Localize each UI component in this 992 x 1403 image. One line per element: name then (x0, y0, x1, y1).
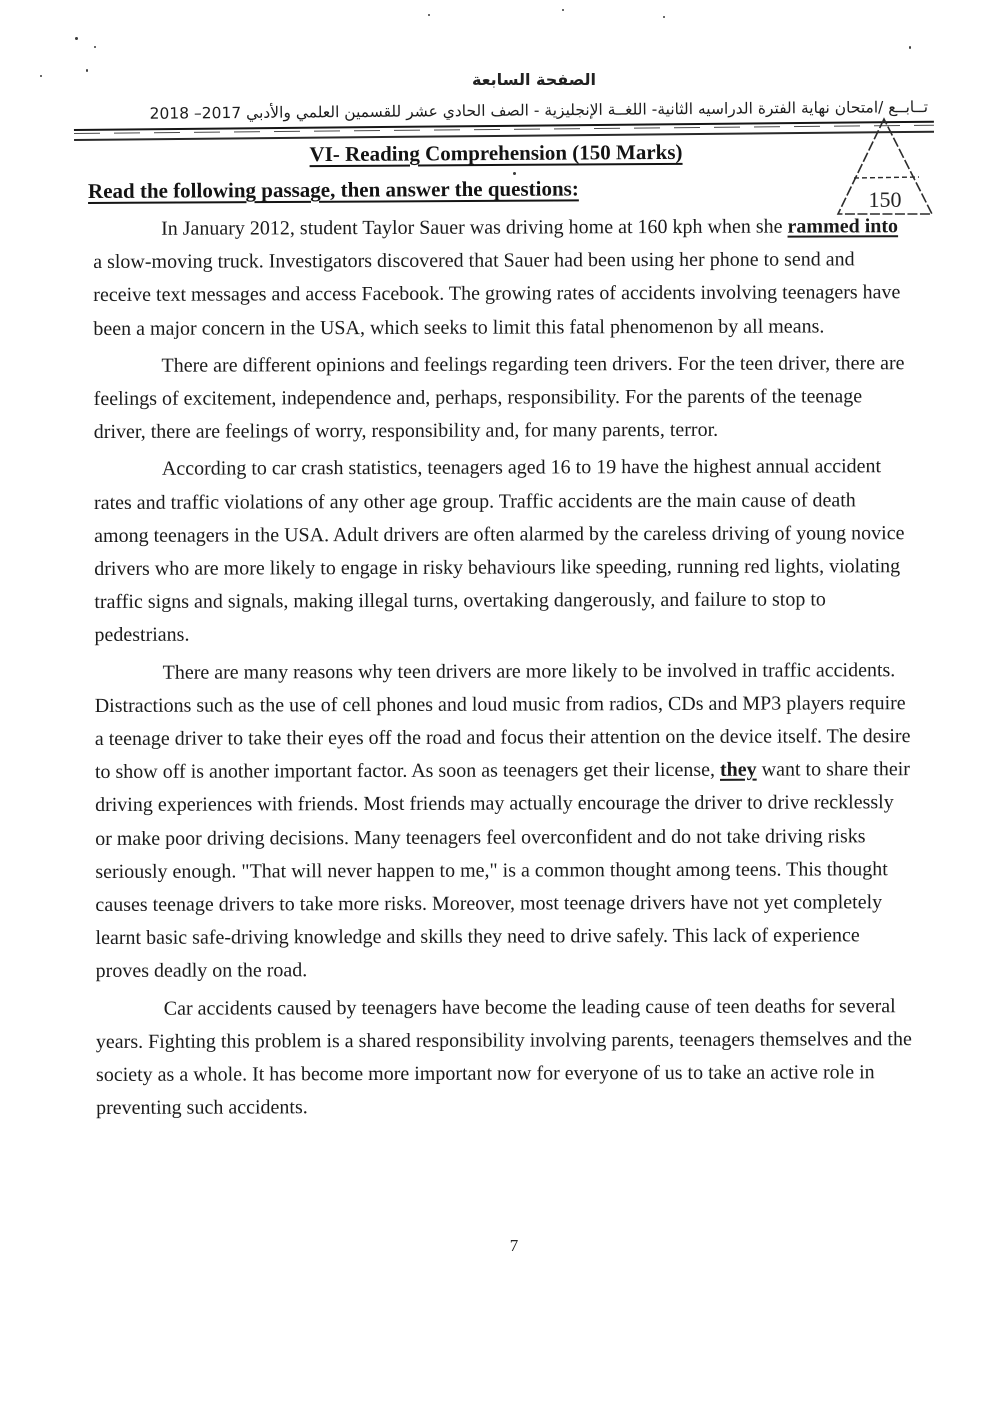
page-number: 7 (509, 1236, 519, 1255)
passage-instruction: Read the following passage, then answer the questions: (87, 176, 579, 203)
passage-text: In January 2012, student Taylor Sauer was driving home at 160 kph when she (161, 215, 788, 240)
passage-paragraph (96, 990, 914, 1126)
passage-text: According to car crash statistics, teenagers aged 16 to 19 have the highest annual accident rates and traffic violations of any other age group. Traffic accidents are the main cause of death among teenagers in the USA. Adult drivers are often alarmed by the careless driving of young novice drivers who are more likely to engage in risky behaviours like speeding, running red lights, violating traffic signs and signals, making illegal turns, overtaking dangerously, and failure to stop to pedestrians. (93, 455, 905, 647)
arabic-page-label: الصفحة السابعة (471, 70, 597, 89)
emphasized-word: they (719, 758, 757, 782)
passage-paragraph (95, 654, 914, 989)
passage (93, 210, 914, 1129)
arabic-exam-header: تــابــع /امتحان نهاية الفترة الدراسيه الثانية- اللغــة الإنجليزية - الصف الحادي عشر للقسمين العلمي والأدبي 2017– 2018 (149, 98, 929, 123)
passage-text: There are many reasons why teen drivers are more likely to be involved in traffic accidents. Distractions such as the use of cell phones and loud music from radios, CDs and MP3 players require a teenage driver to take their eyes off the road and focus their attention on the device itself. The desire to show off is another important factor. As soon as teenagers get their license, (94, 658, 911, 784)
scan-speckle (428, 14, 430, 16)
emphasized-word: rammed into (787, 215, 899, 238)
triangle-icon (831, 115, 939, 221)
header-divider-rule (74, 121, 934, 141)
marks-triangle-badge (831, 115, 939, 221)
scan-speckle (909, 46, 911, 49)
scan-speckle (513, 172, 516, 175)
scan-speckle (663, 16, 665, 18)
scan-speckle (94, 46, 96, 48)
passage-text: want to share their driving experiences with friends. Most friends may actually encourage the driver to drive recklessly or make poor driving decisions. Many teenagers feel overconfident and do not take driving risks seriously enough. "That will never happen to me," is a common thought among teens. This thought causes teenage drivers to take more risks. Moreover, most teenage drivers have not yet completely learnt basic safe-driving knowledge and skills they need to drive safely. This lack of experience proves deadly on the road. (95, 758, 910, 983)
passage-text: There are different opinions and feelings regarding teen drivers. For the teen driver, there are feelings of excitement, independence and, perhaps, responsibility. For the parents of the teenage driver, there are feelings of worry, responsibility and, for many parents, terror. (93, 351, 905, 444)
passage-paragraph (94, 451, 913, 653)
marks-value: 150 (868, 187, 902, 212)
passage-paragraph (93, 347, 911, 449)
passage-text: a slow-moving truck. Investigators discovered that Sauer had been using her phone to send and receive text messages and access Facebook. The growing rates of accidents involving teenagers have been a major concern in the USA, which seeks to limit this fatal phenomenon by all means. (93, 248, 901, 340)
scan-speckle (75, 37, 78, 40)
scan-speckle (562, 9, 564, 11)
header-divider-dash (74, 125, 934, 134)
passage-text: Car accidents caused by teenagers have become the leading cause of teen deaths for several years. Fighting this problem is a shared responsibility involving parents, teenagers themselves and the society as a whole. It has become more important now for everyone of us to take an active role in preventing such accidents. (95, 994, 912, 1120)
section-heading: VI- Reading Comprehension (150 Marks) (309, 139, 683, 167)
passage-paragraph (93, 210, 911, 346)
